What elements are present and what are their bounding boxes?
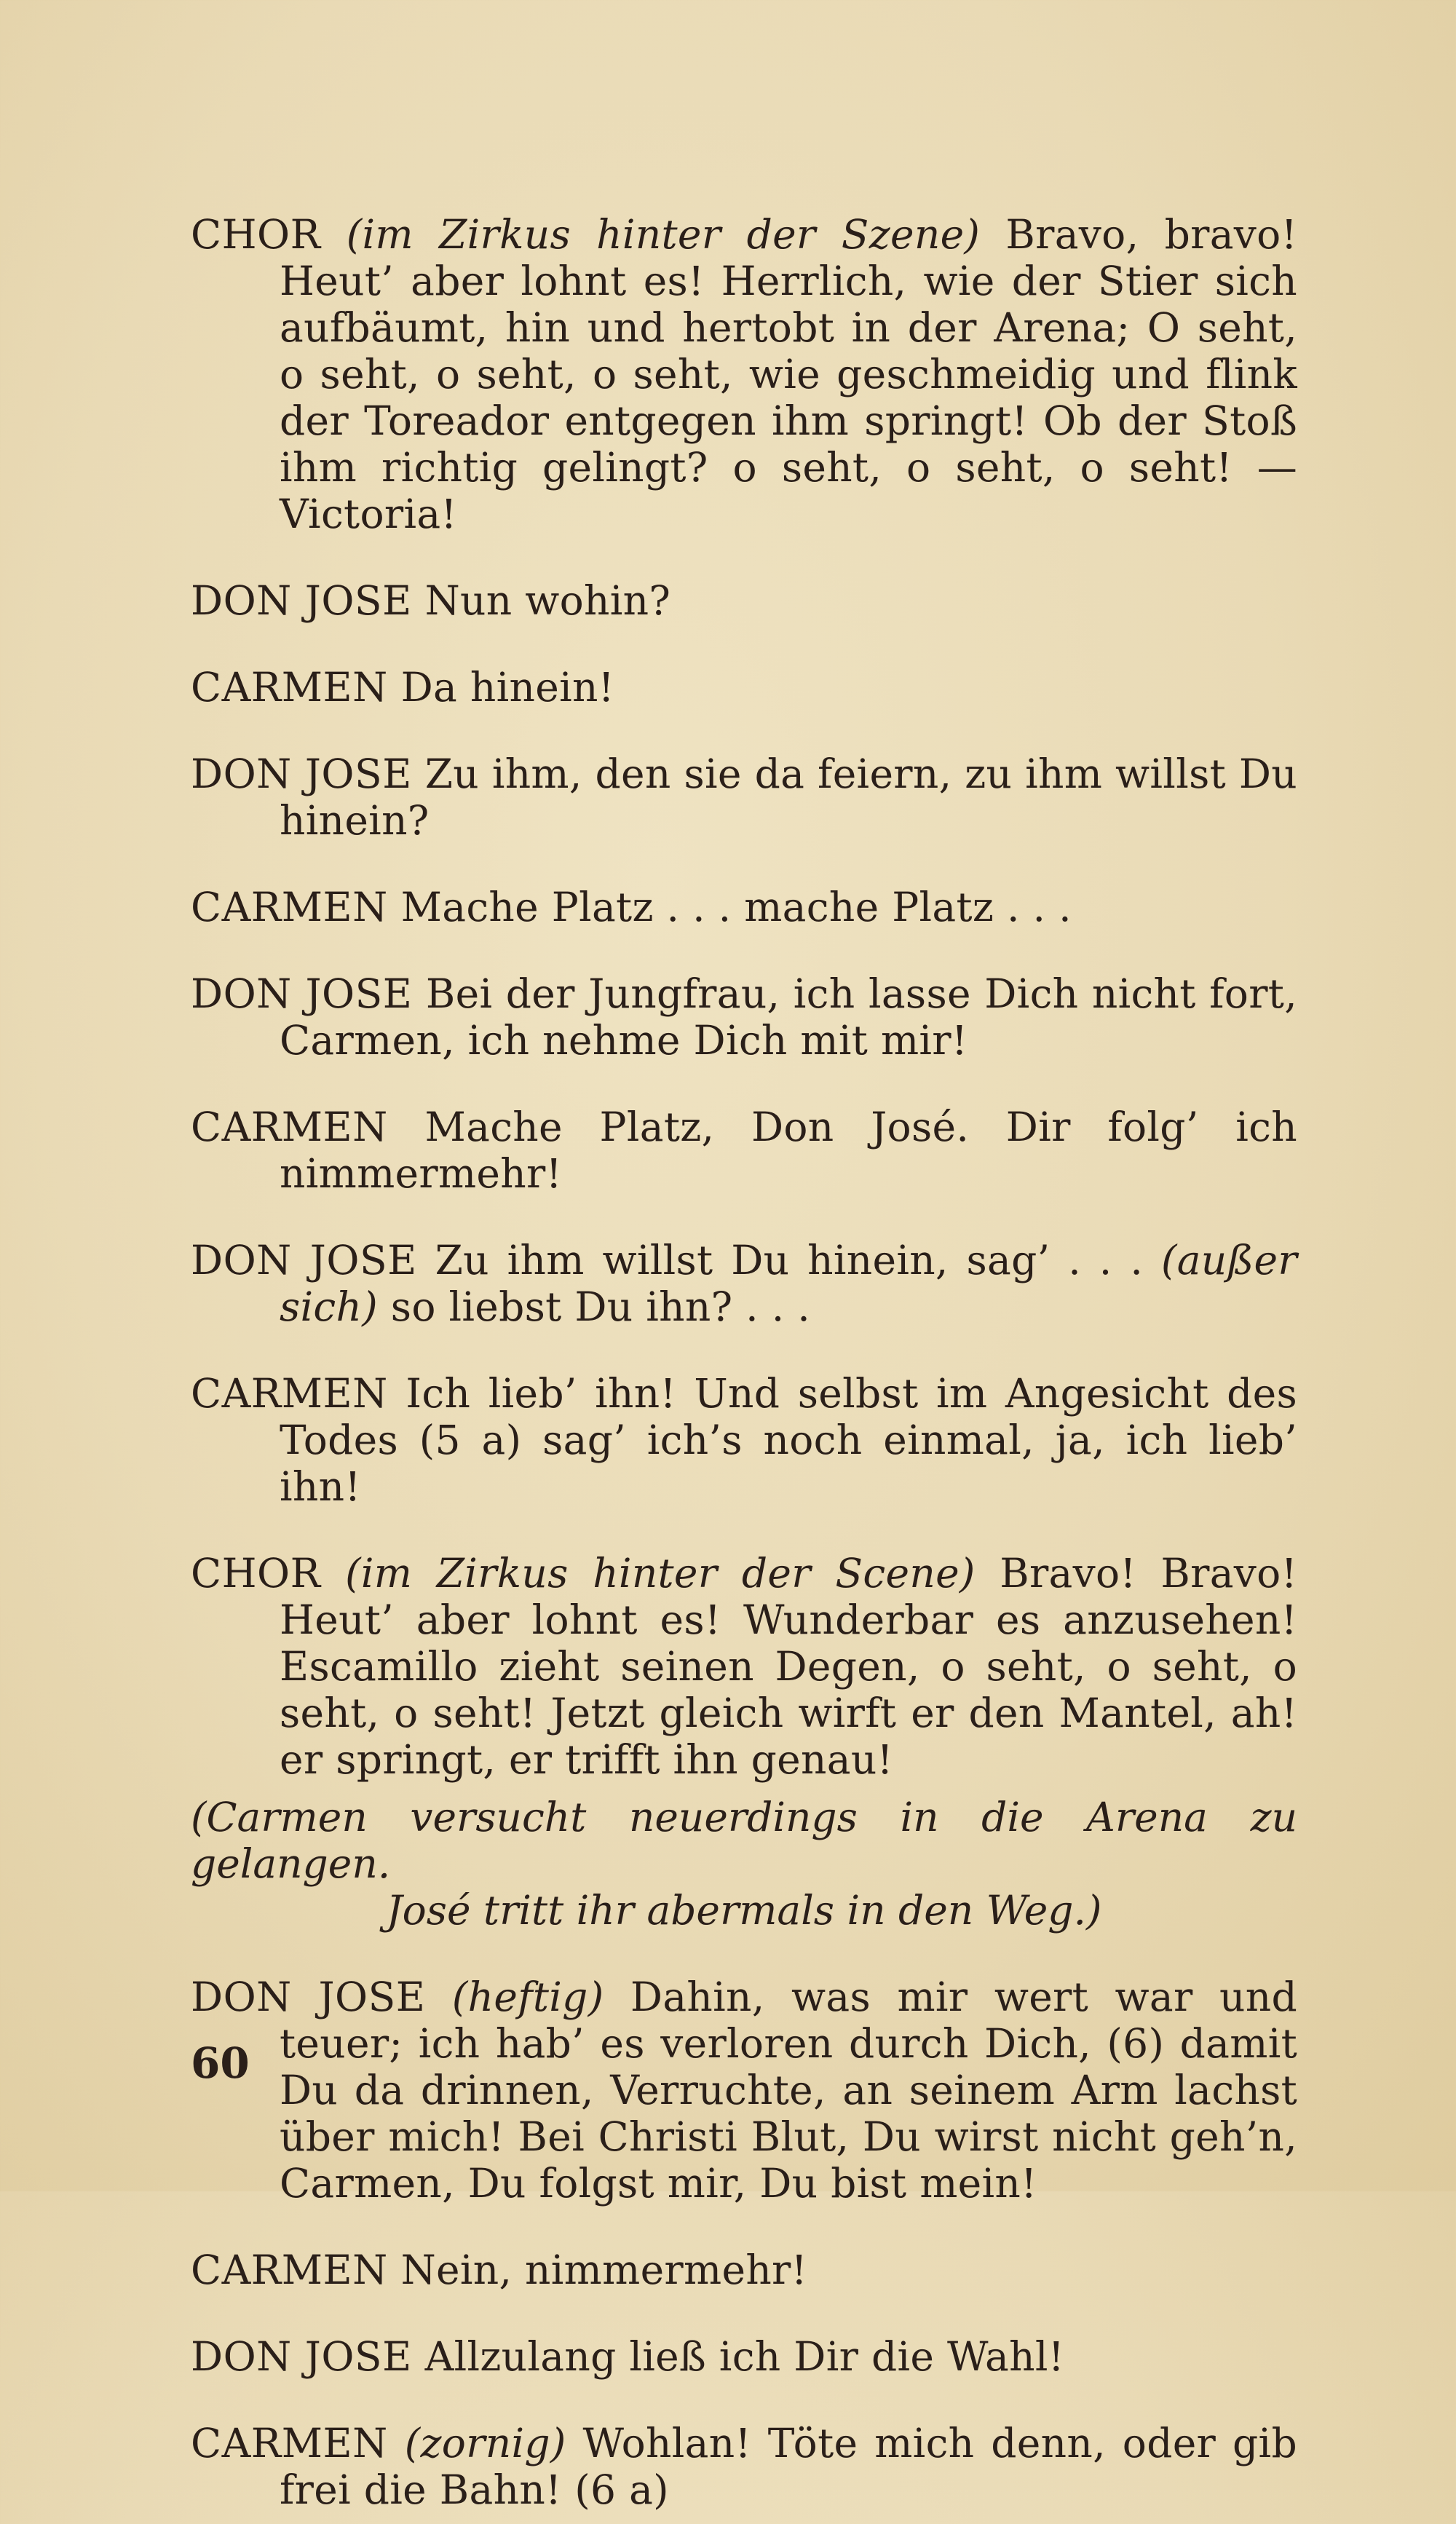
- dialogue-text: so liebst Du ihn? . . .: [390, 1283, 811, 1330]
- speaker-name: CARMEN: [191, 2247, 388, 2293]
- dialogue-entry: [191, 2247, 1297, 2293]
- dialogue-text: Bei der Jungfrau, ich lasse Dich nicht fort, Carmen, ich nehme Dich mit mir!: [280, 970, 1297, 1064]
- stage-direction-block: [191, 1794, 1297, 1934]
- dialogue-entry: [191, 2420, 1297, 2513]
- speaker-name: DON JOSE: [191, 1237, 417, 1283]
- dialogue-entry: [191, 2333, 1297, 2380]
- dialogue-text: Ich lieb’ ihn! Und selbst im Angesicht des Todes (5 a) sag’ ich’s noch einmal, ja, ich lieb’ ihn!: [280, 1370, 1297, 1510]
- speaker-name: CARMEN: [191, 2420, 388, 2466]
- dialogue-text: Wohlan! Töte mich denn, oder gib frei die Bahn! (6 a): [280, 2420, 1297, 2513]
- dialogue-text: Da hinein!: [400, 664, 615, 711]
- speaker-name: CARMEN: [191, 1104, 388, 1150]
- stage-direction-inline: (heftig): [451, 1974, 604, 2020]
- stage-direction-line: (Carmen versucht neuerdings in die Arena zu gelangen.: [191, 1794, 1297, 1887]
- dialogue-text: Allzulang ließ ich Dir die Wahl!: [424, 2333, 1065, 2380]
- dialogue-entry: [191, 577, 1297, 624]
- speaker-name: DON JOSE: [191, 751, 412, 797]
- speaker-name: DON JOSE: [191, 577, 412, 624]
- dialogue-text: Zu ihm, den sie da feiern, zu ihm willst Du hinein?: [280, 751, 1297, 844]
- speaker-name: CARMEN: [191, 884, 388, 930]
- dialogue-text: Zu ihm willst Du hinein, sag’ . . .: [435, 1237, 1144, 1283]
- dialogue-text: Bravo! Bravo! Heut’ aber lohnt es! Wunderbar es anzusehen! Escamillo zieht seinen Degen, o seht, o seht, o seht, o seht! Jetzt gleich wirft er den Mantel, ah! er springt, er trifft ihn genau!: [280, 1550, 1297, 1783]
- libretto-page: [191, 171, 1297, 2524]
- stage-direction-inline: (im Zirkus hinter der Scene): [345, 1550, 976, 1597]
- dialogue-entry: [191, 1237, 1297, 1330]
- dialogue-text: Dahin, was mir wert war und teuer; ich hab’ es verloren durch Dich, (6) damit Du da drinnen, Verruchte, an seinem Arm lachst über mich! Bei Christi Blut, Du wirst nicht geh’n, Carmen, Du folgst mir, Du bist mein!: [280, 1974, 1297, 2207]
- dialogue-entry: [191, 1104, 1297, 1197]
- dialogue-text: Nein, nimmermehr!: [400, 2247, 808, 2293]
- dialogue-entry: [191, 970, 1297, 1064]
- dialogue-text: Mache Platz . . . mache Platz . . .: [400, 884, 1072, 930]
- stage-direction-inline: (im Zirkus hinter der Szene): [346, 211, 981, 258]
- speaker-name: DON JOSE: [191, 1974, 426, 2020]
- dialogue-text: Mache Platz, Don José. Dir folg’ ich nimmermehr!: [280, 1104, 1297, 1197]
- stage-direction-line: José tritt ihr abermals in den Weg.): [386, 1887, 1102, 1934]
- dialogue-entry: [191, 1370, 1297, 1510]
- speaker-name: CHOR: [191, 1550, 321, 1597]
- dialogue-entry: [191, 1550, 1297, 1783]
- speaker-name: DON JOSE: [191, 2333, 412, 2380]
- dialogue-text: Bravo, bravo! Heut’ aber lohnt es! Herrlich, wie der Stier sich aufbäumt, hin und hertobt in der Arena; O seht, o seht, o seht, o seht, wie geschmeidig und flink der Toreador entgegen ihm springt! Ob der Stoß ihm richtig gelingt? o seht, o seht, o seht! — Victoria!: [280, 211, 1297, 537]
- dialogue-entry: [191, 751, 1297, 844]
- stage-direction-inline: (zornig): [404, 2420, 566, 2466]
- dialogue-entry: [191, 1974, 1297, 2207]
- page-number: 60: [191, 2038, 250, 2088]
- speaker-name: CARMEN: [191, 664, 388, 711]
- dialogue-entry: [191, 884, 1297, 930]
- speaker-name: CARMEN: [191, 1370, 388, 1417]
- speaker-name: CHOR: [191, 211, 321, 258]
- dialogue-entry: [191, 211, 1297, 537]
- stage-direction-inline: (außer sich): [280, 1237, 1297, 1330]
- dialogue-entry: [191, 664, 1297, 711]
- speaker-name: DON JOSE: [191, 970, 413, 1017]
- dialogue-text: Nun wohin?: [424, 577, 671, 624]
